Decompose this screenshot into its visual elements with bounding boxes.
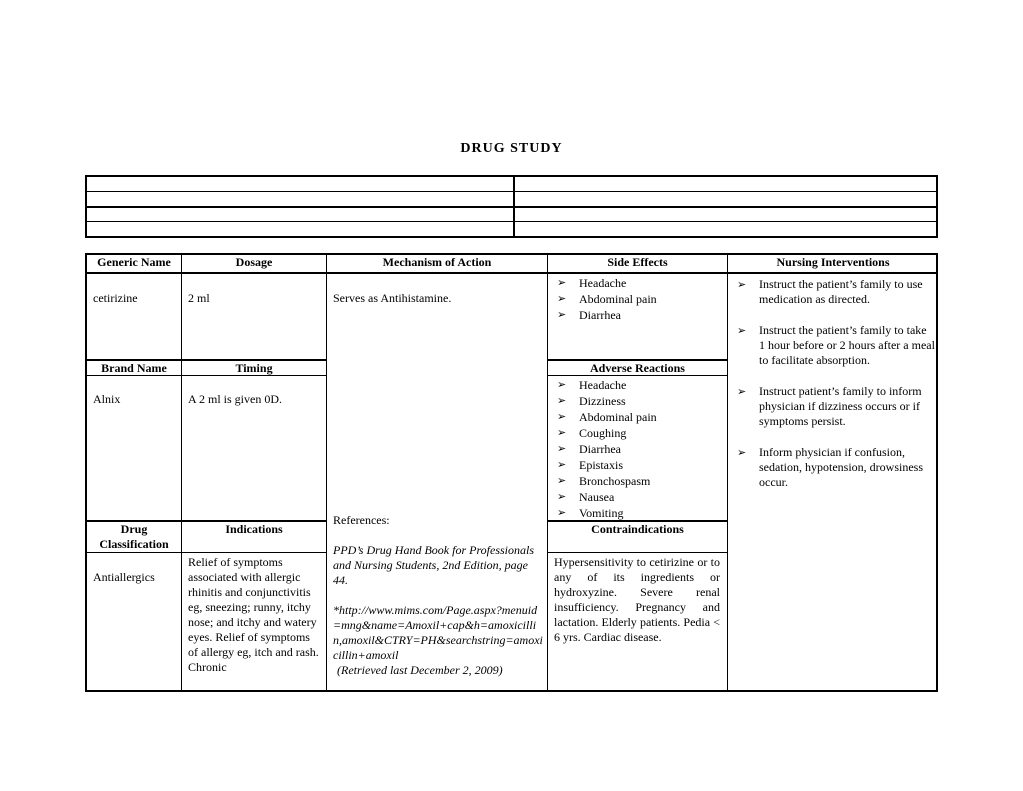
nursing-interventions-list [735,277,935,506]
adverse-reactions-list [555,377,725,521]
list-item: ➢ Bronchospasm [557,474,651,488]
list-item: ➢ Inform physician if confusion, sedation, hypotension, drowsiness occur. [737,445,923,489]
col-divider [181,255,182,690]
drug-study-table [85,253,938,692]
list-item: ➢ Diarrhea [557,442,621,456]
checkmark-arrow-icon: ➢ [557,458,567,471]
list-item: ➢ Instruct the patient’s family to use medication as directed. [737,277,923,306]
generic-name-value: cetirizine [93,291,138,305]
checkmark-arrow-icon: ➢ [557,292,567,305]
header-contraindications: Contraindications [591,522,684,536]
header-indications: Indications [225,522,283,536]
col-divider [326,255,327,690]
list-item: ➢ Abdominal pain [557,410,657,424]
reference-url: *http://www.mims.com/Page.aspx?menuid=mng&name=Amoxil+cap&h=amoxicillin,amoxil&CTRY=PH&searchstring=amoxicillin+amoxil [333,603,543,662]
checkmark-arrow-icon: ➢ [557,426,567,439]
timing-value: A 2 ml is given 0D. [188,392,283,406]
header-brand-name: Brand Name [101,361,167,375]
reference-book: PPD’s Drug Hand Book for Professionals and Nursing Students, 2nd Edition, page 44. [333,543,534,587]
header-dosage: Dosage [235,255,273,269]
list-item: ➢ Instruct patient’s family to inform physician if dizziness occurs or if symptoms persist. [737,384,922,428]
checkmark-arrow-icon: ➢ [557,506,567,519]
header-side-effects: Side Effects [607,255,668,269]
reference-retrieved: (Retrieved last December 2, 2009) [337,663,503,677]
list-item: ➢ Coughing [557,426,627,440]
list-item: ➢ Diarrhea [557,308,621,322]
drug-classification-value: Antiallergics [93,570,155,584]
list-item: ➢ Instruct the patient’s family to take 1 hour before or 2 hours after a meal to facilitate absorption. [737,323,935,367]
col-divider [547,255,548,690]
list-item: ➢ Vomiting [557,506,624,520]
mechanism-value: Serves as Antihistamine. [333,291,452,305]
list-item: ➢ Abdominal pain [557,292,657,306]
row-divider [547,552,727,553]
checkmark-arrow-icon: ➢ [557,442,567,455]
row-divider [87,272,938,274]
side-effects-list [555,275,725,323]
list-item: ➢ Dizziness [557,394,626,408]
col-divider [727,255,728,690]
header-adverse-reactions: Adverse Reactions [590,361,685,375]
checkmark-arrow-icon: ➢ [557,474,567,487]
checkmark-arrow-icon: ➢ [557,490,567,503]
contraindications-value: Hypersensitivity to cetirizine or to any of its ingredients or hydroxyzine. Severe renal insufficiency. Pregnancy and lactation. Elderly patients. Pedia < 6 yrs. Cardiac disease. [554,555,720,644]
header-nursing-interventions: Nursing Interventions [776,255,890,269]
list-item: ➢ Headache [557,378,627,392]
header-timing: Timing [235,361,273,375]
info-table-rule [87,206,936,208]
row-divider [87,552,326,553]
checkmark-arrow-icon: ➢ [737,446,747,459]
header-mechanism: Mechanism of Action [382,255,492,269]
indications-value: Relief of symptoms associated with allergic rhinitis and conjunctivitis eg, sneezing; runny, itchy nose; and itchy and watery eyes. Relief of symptoms of allergy eg, itch and rash. Chronic [188,555,319,674]
list-item: ➢ Nausea [557,490,615,504]
checkmark-arrow-icon: ➢ [737,385,747,398]
brand-name-value: Alnix [93,392,121,406]
dosage-value: 2 ml [188,291,210,305]
info-table-rule [87,191,936,192]
checkmark-arrow-icon: ➢ [557,410,567,423]
page-title: DRUG STUDY [460,141,563,156]
header-drug-classification: Drug Classification [99,522,169,551]
header-generic-name: Generic Name [97,255,171,269]
info-table-rule [87,221,936,222]
checkmark-arrow-icon: ➢ [737,278,747,291]
info-table [85,175,938,238]
checkmark-arrow-icon: ➢ [737,324,747,337]
list-item: ➢ Headache [557,276,627,290]
checkmark-arrow-icon: ➢ [557,276,567,289]
checkmark-arrow-icon: ➢ [557,378,567,391]
checkmark-arrow-icon: ➢ [557,394,567,407]
list-item: ➢ Epistaxis [557,458,623,472]
references-label: References: [333,513,390,527]
checkmark-arrow-icon: ➢ [557,308,567,321]
